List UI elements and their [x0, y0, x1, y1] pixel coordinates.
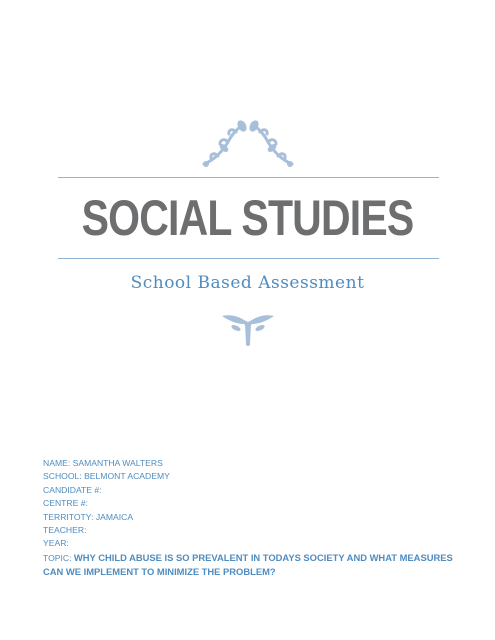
topic-text: WHY CHILD ABUSE IS SO PREVALENT IN TODAYS SOCIETY AND WHAT MEASURES CAN WE IMPLEMENT TO MINIMIZE THE PROBLEM? [43, 551, 453, 578]
top-divider [58, 177, 439, 178]
teacher-line: TEACHER: [43, 525, 87, 536]
floral-flourish-icon [198, 118, 298, 170]
topic-line [43, 551, 463, 580]
topic-label: TOPIC: [43, 552, 74, 563]
fleur-divider-icon [220, 310, 276, 346]
page-subtitle: School Based Assessment [130, 273, 365, 293]
year-line: YEAR: [43, 538, 69, 549]
name-line: NAME: SAMANTHA WALTERS [43, 458, 163, 468]
centre-number-line: CENTRE #: [43, 498, 88, 509]
bottom-divider [58, 258, 439, 259]
page-title: SOCIAL STUDIES [81, 190, 414, 246]
territory-line: TERRITOTY: JAMAICA [43, 511, 134, 522]
candidate-number-line: CANDIDATE #: [43, 484, 102, 495]
school-line: SCHOOL: BELMONT ACADEMY [43, 471, 170, 482]
candidate-details [43, 457, 463, 580]
